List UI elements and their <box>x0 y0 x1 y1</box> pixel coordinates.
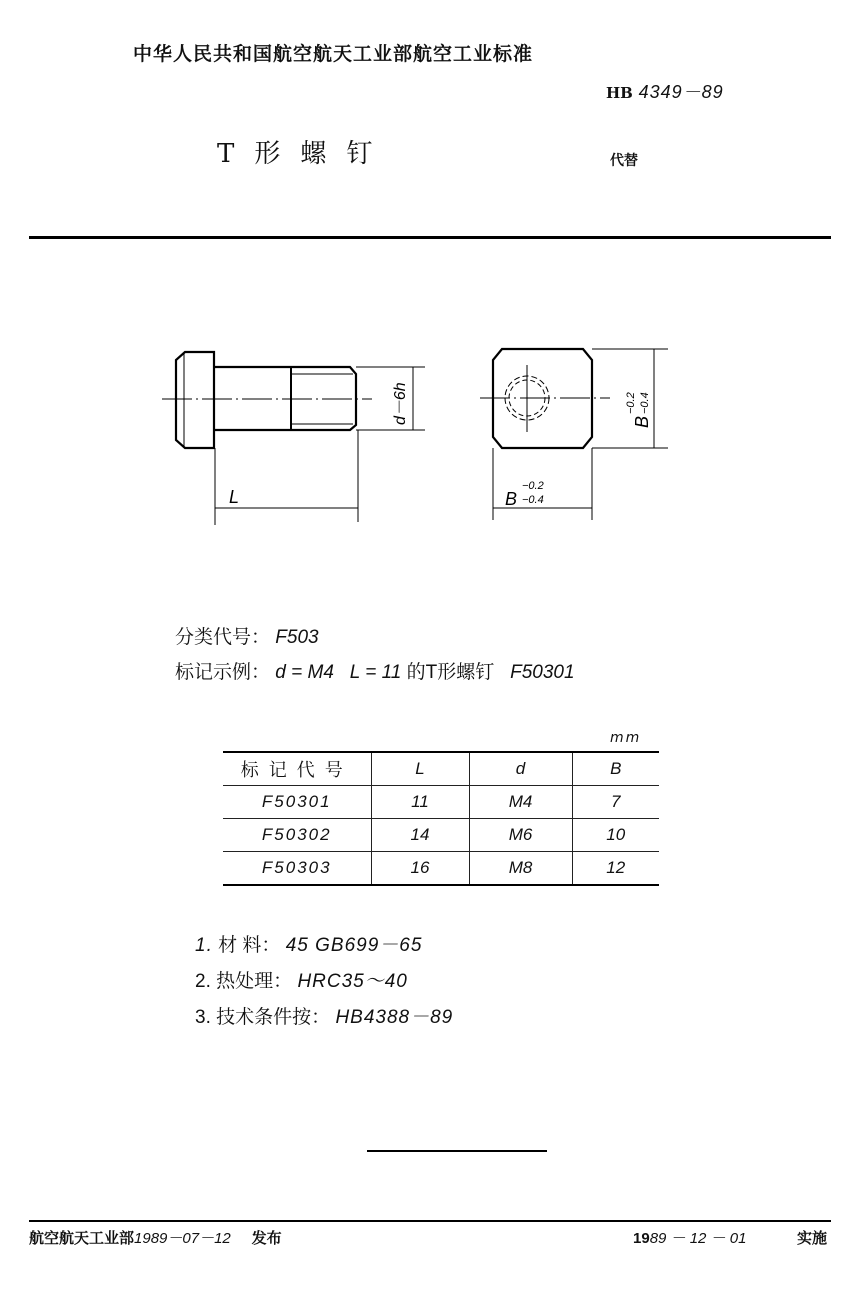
note-number: 1. <box>195 935 213 956</box>
cell-code: F50302 <box>223 819 371 852</box>
column-header-l: L <box>371 752 469 786</box>
replaces-label: 代替 <box>610 153 638 169</box>
issuer: 航空航天工业部 <box>29 1229 135 1247</box>
column-header-b: B <box>572 752 659 786</box>
marking-text: 的T形螺钉 <box>406 662 495 683</box>
note-item <box>195 964 453 1000</box>
note-value: HRC35～40 <box>297 971 408 992</box>
effective-label: 实施 <box>797 1229 828 1247</box>
svg-text:−0.4: −0.4 <box>639 392 651 414</box>
table-row <box>223 852 659 886</box>
cell-l: 16 <box>371 852 469 886</box>
standard-code: 4349－89 <box>638 82 724 102</box>
classification-line <box>175 622 319 649</box>
cell-code: F50303 <box>223 852 371 886</box>
cell-l: 11 <box>371 786 469 819</box>
note-label: 热处理： <box>216 971 293 992</box>
note-item <box>195 1000 453 1036</box>
cell-l: 14 <box>371 819 469 852</box>
effective-date <box>633 1227 746 1248</box>
effective-year: 19 <box>633 1230 650 1247</box>
svg-text:B: B <box>505 489 518 509</box>
marking-example-line <box>175 657 575 684</box>
end-of-content-rule <box>367 1150 547 1152</box>
marking-d-expr: d = M4 <box>275 662 334 683</box>
svg-text:L: L <box>229 487 240 507</box>
note-number: 3. <box>195 1007 211 1028</box>
table-row <box>223 786 659 819</box>
note-number: 2. <box>195 971 211 992</box>
marking-example-label: 标记示例： <box>175 662 271 683</box>
note-value: 45 GB699－65 <box>285 935 423 956</box>
issue-info <box>29 1227 282 1248</box>
issue-date: 1989－07－12 <box>134 1230 231 1247</box>
note-label: 材 料： <box>218 935 281 956</box>
issue-label: 发布 <box>251 1229 282 1247</box>
note-value: HB4388－89 <box>335 1007 454 1028</box>
svg-text:−0.2: −0.2 <box>522 480 544 492</box>
header-divider <box>29 236 831 239</box>
effective-date-rest: 89 － 12 － 01 <box>649 1230 747 1247</box>
table-unit: mm <box>610 730 642 746</box>
cell-b: 10 <box>572 819 659 852</box>
marking-code: F50301 <box>510 662 575 683</box>
marking-l-expr: L = 11 <box>349 662 402 683</box>
cell-d: M6 <box>469 819 572 852</box>
table-header-row <box>223 752 659 786</box>
cell-d: M8 <box>469 852 572 886</box>
standard-number <box>606 78 724 104</box>
cell-b: 7 <box>572 786 659 819</box>
dimension-table <box>223 751 659 886</box>
table-row <box>223 819 659 852</box>
footer-divider <box>29 1220 831 1222</box>
t-screw-drawing <box>150 330 680 530</box>
screw-head-outline <box>176 352 214 448</box>
svg-text:−0.4: −0.4 <box>522 494 544 506</box>
column-header-d: d <box>469 752 572 786</box>
svg-text:−0.2: −0.2 <box>625 392 637 414</box>
standard-prefix: HB <box>606 84 633 102</box>
organization-title: 中华人民共和国航空航天工业部航空工业标准 <box>133 43 534 65</box>
classification-code: F503 <box>275 627 319 648</box>
svg-text:B: B <box>632 415 652 428</box>
svg-text:d－6h: d－6h <box>392 382 409 425</box>
cell-code: F50301 <box>223 786 371 819</box>
document-title: T形螺钉 <box>217 139 393 169</box>
classification-label: 分类代号： <box>175 627 271 648</box>
note-item <box>195 928 453 964</box>
cell-b: 12 <box>572 852 659 886</box>
cell-d: M4 <box>469 786 572 819</box>
column-header-code: 标记代号 <box>223 752 371 786</box>
note-label: 技术条件按： <box>216 1007 331 1028</box>
technical-notes <box>195 928 453 1036</box>
